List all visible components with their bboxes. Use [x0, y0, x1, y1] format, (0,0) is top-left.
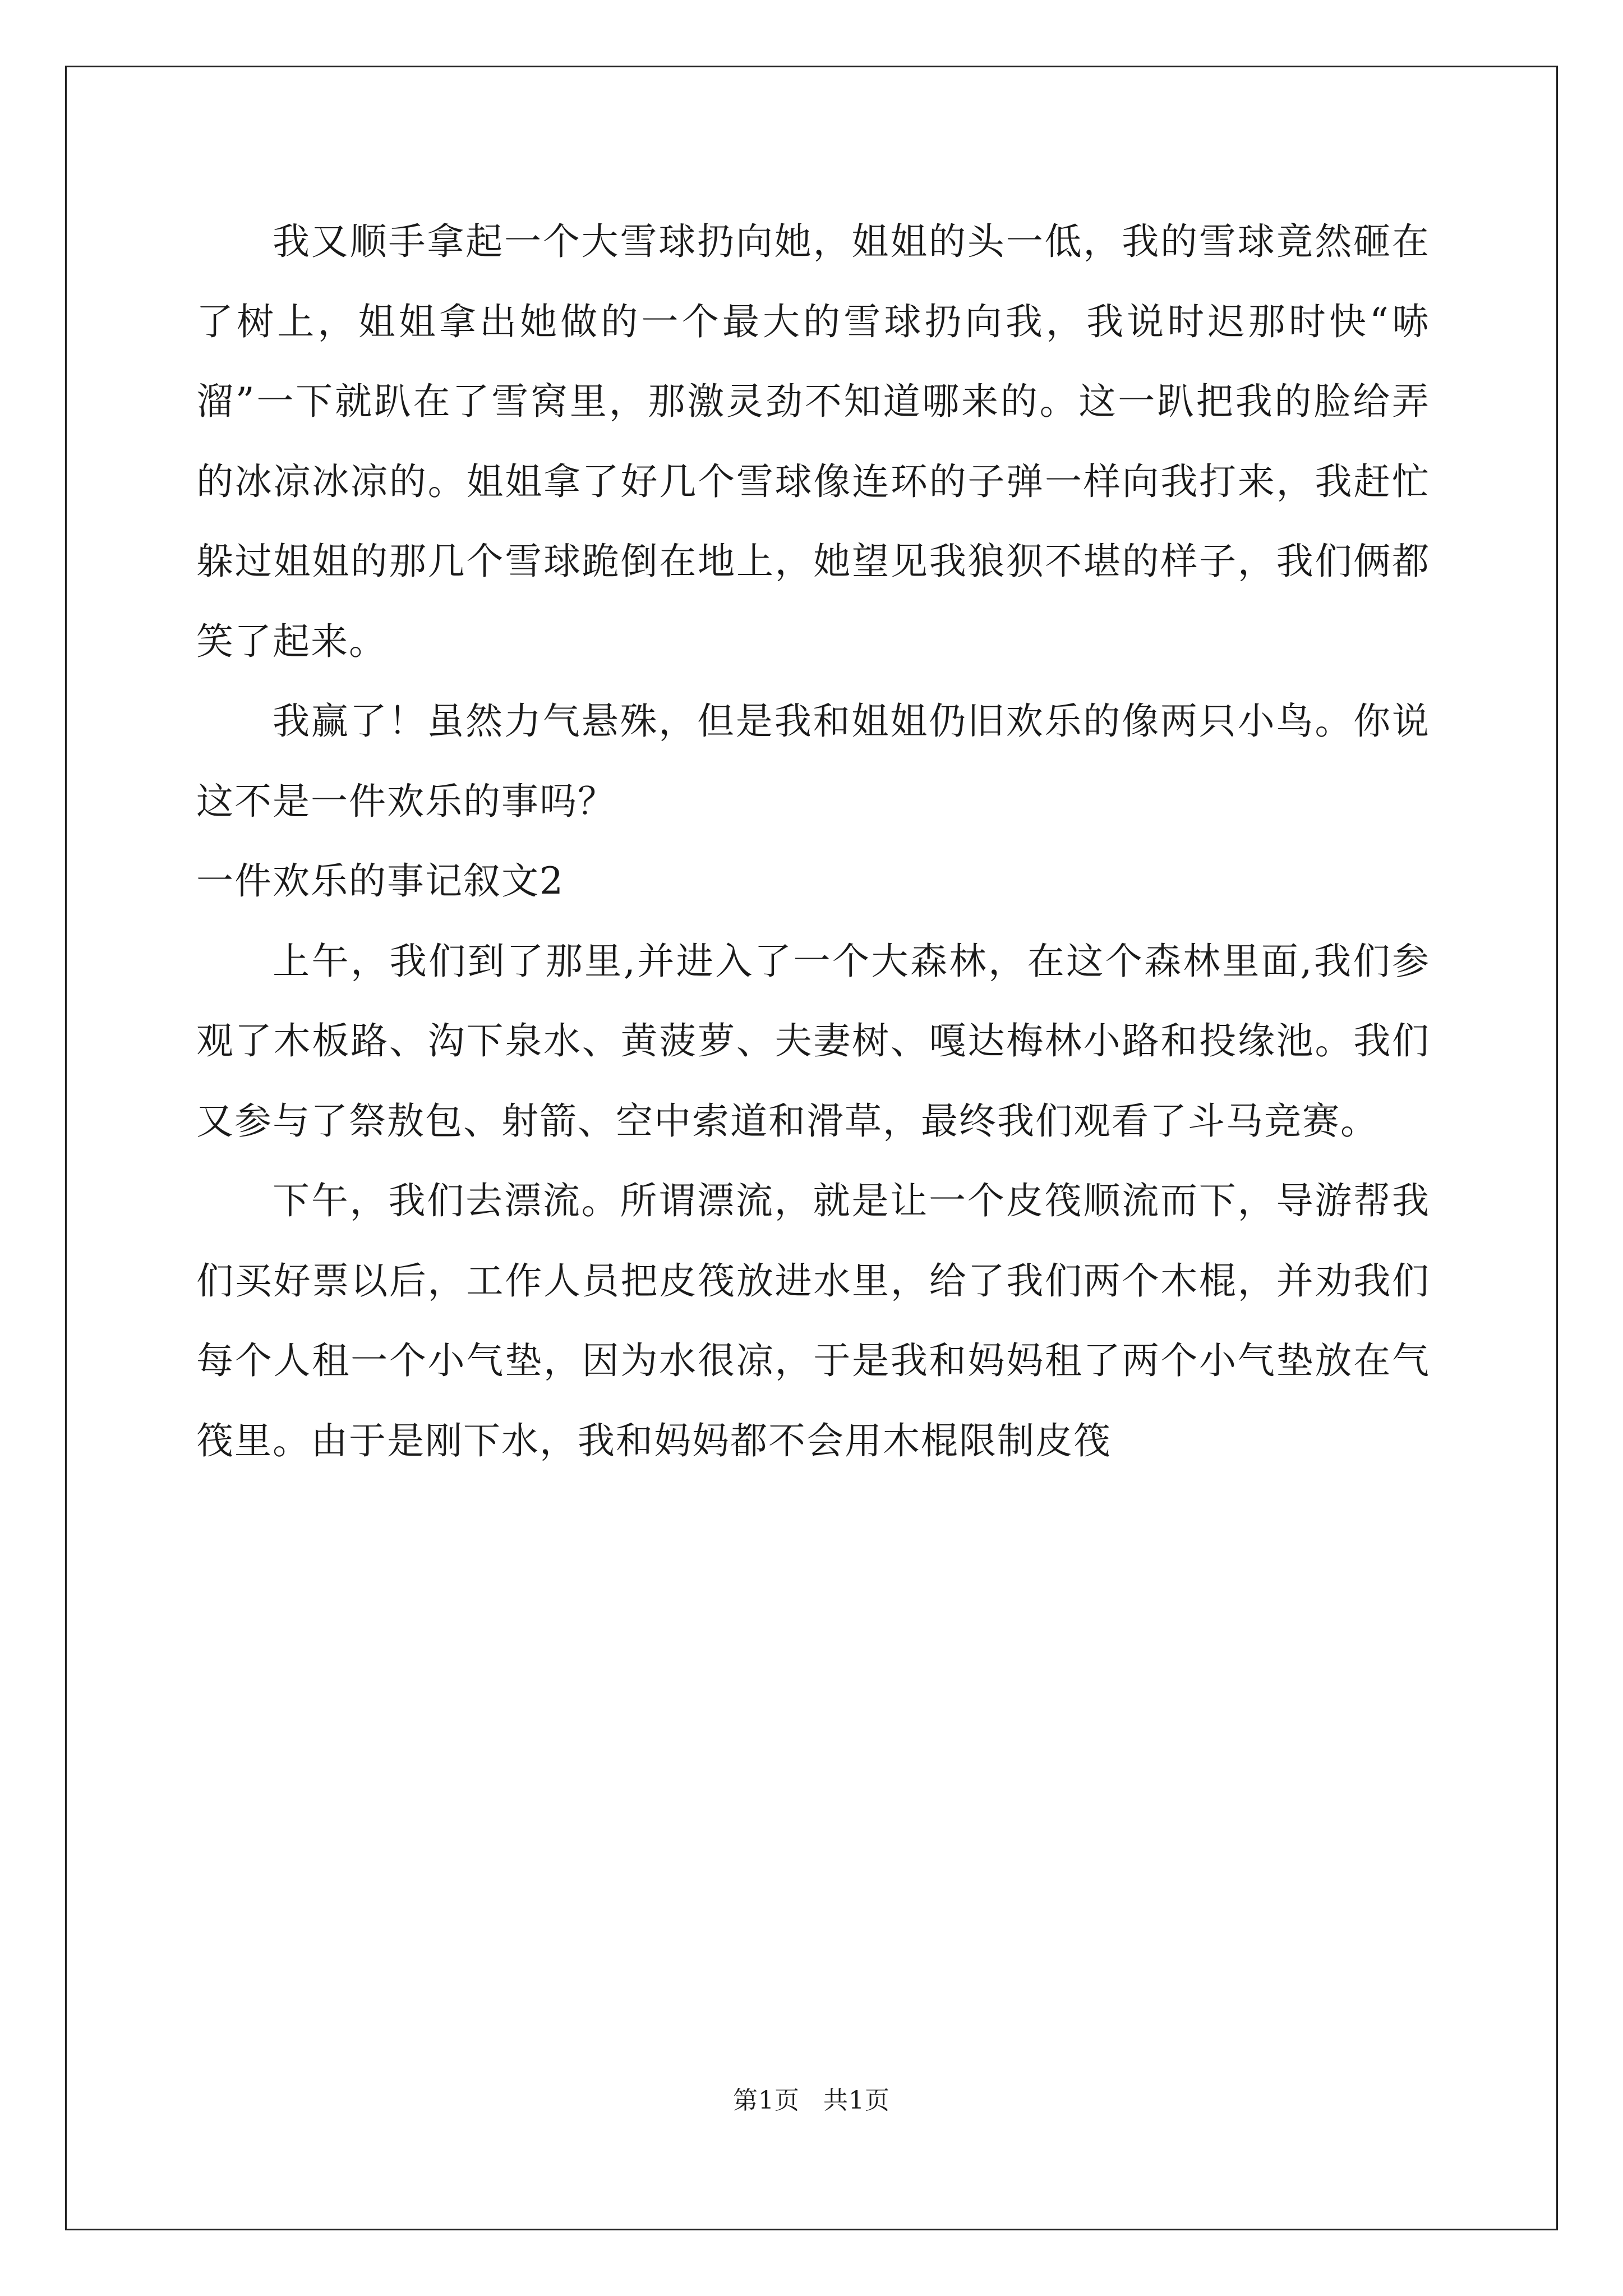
document-body	[196, 202, 1430, 1481]
paragraph-victory: 我赢了！虽然力气悬殊，但是我和姐姐仍旧欢乐的像两只小鸟。你说这不是一件欢乐的事吗？	[196, 700, 1430, 823]
page-total: 共1页	[823, 2086, 890, 2115]
paragraph-snowball-fight: 我又顺手拿起一个大雪球扔向她，姐姐的头一低，我的雪球竟然砸在了树上，姐姐拿出她做的一个最大的雪球扔向我，我说时迟那时快“哧溜”一下就趴在了雪窝里，那激灵劲不知道哪来的。这一趴把我的脸给弄的冰凉冰凉的。姐姐拿了好几个雪球像连环的子弹一样向我打来，我赶忙躲过姐姐的那几个雪球跪倒在地上，她望见我狼狈不堪的样子，我们俩都笑了起来。	[196, 220, 1430, 663]
page-footer	[0, 2084, 1623, 2118]
section-heading: 一件欢乐的事记叙文2	[196, 859, 564, 903]
page-number: 第1页	[733, 2086, 800, 2115]
paragraph-morning: 上午，我们到了那里,并进入了一个大森林，在这个森林里面,我们参观了木板路、沟下泉水、黄菠萝、夫妻树、嘎达梅林小路和投缘池。我们又参与了祭敖包、射箭、空中索道和滑草，最终我们观看了斗马竞赛。	[196, 939, 1430, 1143]
paragraph-afternoon: 下午，我们去漂流。所谓漂流，就是让一个皮筏顺流而下，导游帮我们买好票以后，工作人员把皮筏放进水里，给了我们两个木棍，并劝我们每个人租一个小气垫，因为水很凉，于是我和妈妈租了两个小气垫放在气筏里。由于是刚下水，我和妈妈都不会用木棍限制皮筏	[196, 1179, 1430, 1462]
